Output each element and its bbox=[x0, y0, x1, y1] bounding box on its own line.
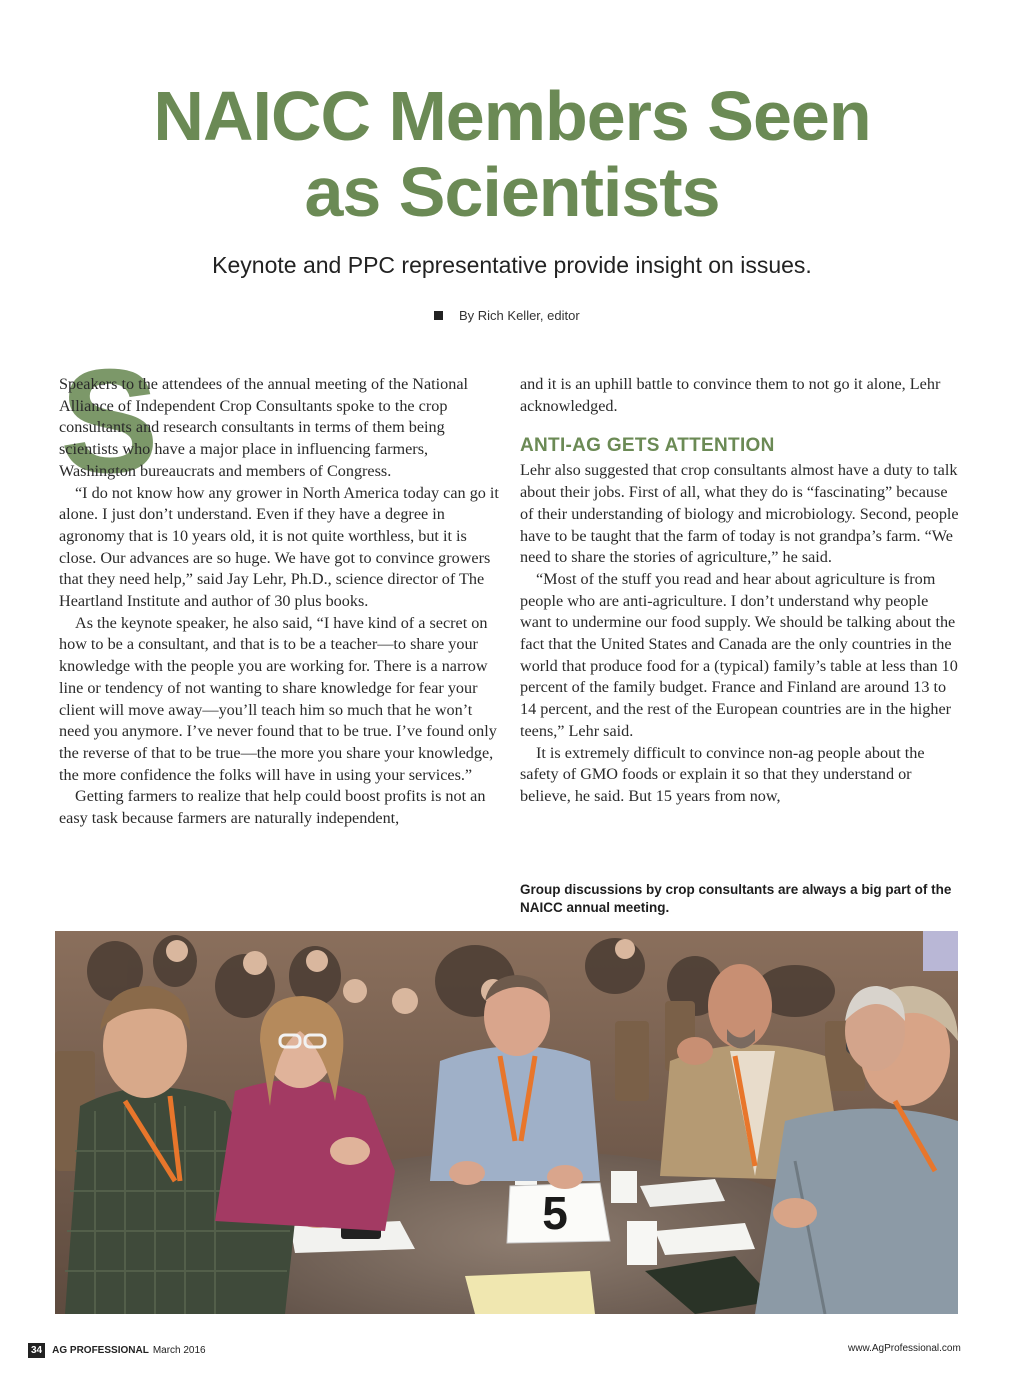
body-paragraph: Getting farmers to realize that help could boost profits is not an easy task because farmers are naturally independent, bbox=[59, 787, 486, 828]
website-link[interactable]: www.AgProfessional.com bbox=[848, 1343, 961, 1354]
table-card-number: 5 bbox=[542, 1187, 568, 1239]
right-column bbox=[520, 374, 962, 808]
title-line-1: NAICC Members Seen bbox=[153, 77, 871, 155]
body-paragraph: It is extremely difficult to convince non-ag people about the safety of GMO foods or explain it so that they understand or believe, he said. But 15 years from now, bbox=[520, 743, 925, 805]
publication-name: AG PROFESSIONAL bbox=[52, 1345, 149, 1356]
body-paragraph: Speakers to the attendees of the annual meeting of the National Alliance of Independent Crop Consultants spoke to the crop consultants and research consultants in terms of them being scientists who have a major place in influencing farmers, Washington bureaucrats and members of Congress. bbox=[59, 375, 469, 480]
byline bbox=[434, 308, 580, 323]
body-paragraph: and it is an uphill battle to convince them to not go it alone, Lehr acknowledged. bbox=[520, 375, 941, 415]
left-column bbox=[59, 374, 499, 830]
person-far-right-man bbox=[845, 986, 905, 1071]
body-paragraph: As the keynote speaker, he also said, “I have kind of a secret on how to be a consultant, and that is to be a teacher—to share your knowledge with the people you are working for. There is a narrow line or tendency of not wanting to share knowledge for fear your client will move away—you’ll teach him so much that he won’t need you anymore. I’ve never found that to be true. I’ve found only the reverse of that to be true—the more you share your knowledge, the more confidence the folks will have in using your services.” bbox=[59, 613, 497, 784]
body-paragraph: Lehr also suggested that crop consultants almost have a duty to talk about their jobs. First of all, what they do is “fascinating” because of their understanding of biology and microbiology. Second, people have to be taught that the farm of today is not grandpa’s farm. “We need to share the stories of agriculture,” he said. bbox=[520, 461, 959, 567]
body-paragraph: “Most of the stuff you read and hear about agriculture is from people who are anti-agriculture. I don’t understand why people want to undermine our food supply. We should be talking about the fact that the United States and Canada are the only countries in the world that produce food for a (typical) family’s table at less than 10 percent of the family budget. France and Finland are around 13 to 14 percent, and the rest of the European countries are in the higher teens,” Lehr said. bbox=[520, 569, 958, 740]
drop-cap: S bbox=[60, 339, 159, 504]
issue-date: March 2016 bbox=[152, 1345, 206, 1356]
footer-left bbox=[28, 1343, 206, 1358]
page-number: 34 bbox=[28, 1343, 45, 1358]
body-paragraph: “I do not know how any grower in North America today can go it alone. I just don’t understand. Even if they have a degree in agronomy that is 10 years old, it is not quite worthless, but it is close. Our advances are so huge. We have got to convince growers that they need help,” said Jay Lehr, Ph.D., science director of The Heartland Institute and author of 30 plus books. bbox=[59, 483, 499, 611]
title-line-2: as Scientists bbox=[304, 153, 720, 231]
section-subhead: ANTI-AG GETS ATTENTION bbox=[520, 435, 775, 457]
byline-text: By Rich Keller, editor bbox=[459, 308, 580, 323]
meeting-photo bbox=[55, 931, 958, 1314]
article-title bbox=[0, 78, 1024, 230]
photo-caption: Group discussions by crop consultants are always a big part of the NAICC annual meeting. bbox=[520, 882, 952, 915]
byline-square-icon bbox=[434, 311, 443, 320]
article-subtitle: Keynote and PPC representative provide insight on issues. bbox=[212, 252, 812, 278]
